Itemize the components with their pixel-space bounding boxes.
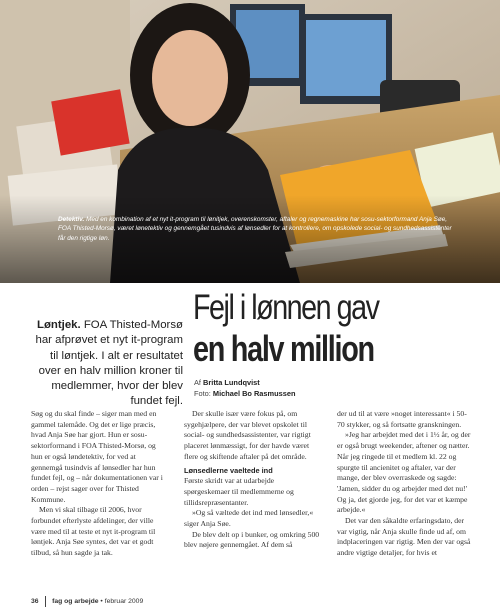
caption-text: Med en kombination af et nyt it-program til lønitjek, overenskomster, aftaler og regnemaskine har sosu-sektorformand Anja Søe, FOA Thisted-Morsø, været lønetektiv og gennemgået tusindvis af lønsedler for at kontrollere, om opskolede social- og sundhedsassistenter får den rigtige løn. — [58, 216, 452, 242]
paragraph: »Og så væltede det ind med lønsedler,« siger Anja Søe. — [184, 508, 314, 529]
paragraph: Søg og du skal finde – siger man med en gammel talemåde. Og det er lige præcis, hvad Anja Søe har gjort. Hun er sosu-sektorformand i FOA Thisted-Morsø, og hun er også løndetektiv, for ved at gennemgå tusindvis af lønsedler har hun fundet fejl, og – når dokumentationen var i orden – rejst sager over for Thisted Kommune. — [31, 409, 163, 504]
footer-separator: • — [98, 598, 105, 605]
body-column-2 — [184, 409, 321, 551]
paragraph: der ud til at være »noget interessant« i 50-70 stykker, og så fortsatte granskningen. — [337, 409, 467, 429]
article-lead — [30, 318, 183, 410]
article-photo — [0, 0, 500, 283]
photographer-line — [194, 389, 295, 400]
issue-date: februar 2009 — [104, 598, 144, 605]
author-name: Britta Lundqvist — [203, 378, 260, 387]
headline-line-2: en halv million — [193, 328, 374, 369]
headline-line-1: Fejl i lønnen gav — [193, 288, 379, 327]
paragraph: Der skulle især være fokus på, om sygehjælpere, der var blevet opskolet til social- og sundhedsassistenter, var rigtigt placeret lønmæssigt, for der havde været flere og skiftende aftaler på det område. — [184, 409, 311, 461]
page-footer — [31, 596, 143, 607]
photo-prefix: Foto: — [194, 388, 211, 398]
lead-kicker: Løntjek. — [36, 319, 81, 331]
paragraph: De blev delt op i bunker, og omkring 500 blev nøjere gennemgået. Af dem så — [184, 529, 320, 550]
body-column-1 — [31, 409, 168, 559]
paragraph: »Jeg har arbejdet med det i 1½ år, og der er også brugt weekender, aftener og nætter. Når jeg ringede til et medlem kl. 22 og spurgte til ancienitet og aftaler, var der mange, der blev overraskede og sagde: 'Jamen, sidder du og arbejder med det nu!' Og ja, det gjorde jeg, for det var et kæmpe arbejde.« — [337, 430, 471, 515]
caption-label: Detektiv. — [58, 216, 85, 223]
footer-divider — [45, 596, 47, 607]
magazine-name: fag og arbejde — [52, 598, 99, 605]
paragraph: Det var den såkaldte erfaringsdato, der var vigtig, når Anja skulle finde ud af, om indplaceringen var rigtig. Men der var også andre vigtige detaljer, for hvis et — [337, 516, 471, 558]
body-column-3 — [337, 409, 474, 559]
subheading: Lønsedlerne vaeltede ind — [184, 465, 273, 475]
article-headline — [193, 290, 493, 368]
byline — [194, 378, 295, 399]
photographer-name: Michael Bo Rasmussen — [212, 388, 296, 398]
author-line — [194, 378, 295, 389]
author-prefix: Af — [194, 378, 201, 387]
paragraph: Første skridt var at udarbejde spørgeskemaer til medlemmerne og tillidsrepræsentanter. — [184, 476, 294, 507]
page-number: 36 — [31, 598, 39, 605]
lead-text: FOA Thisted-Morsø har afprøvet et nyt it-program til løntjek. I alt er resultatet over en halv million kroner til medlemmer, hvor der blev fundet fejl. — [35, 319, 183, 408]
paragraph: Men vi skal tilbage til 2006, hvor forbundet efterlyste afdelinger, der ville være med til at teste et nyt it-program til løntjek. Anja Søe syntes, det var et godt tilbud, så hun sagde ja tak. — [31, 505, 156, 558]
photo-caption — [58, 215, 458, 243]
